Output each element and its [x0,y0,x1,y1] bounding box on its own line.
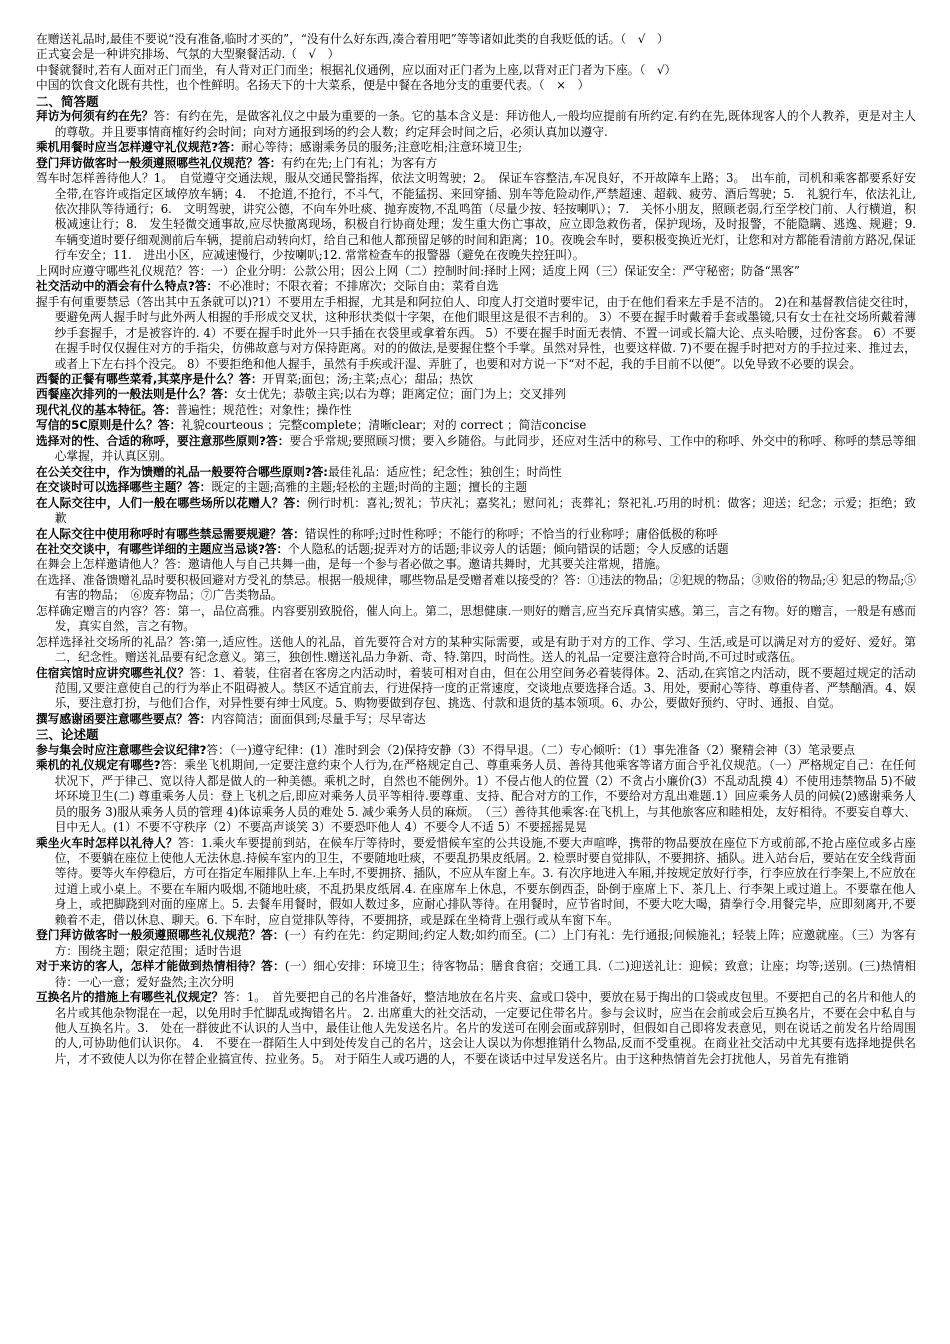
essay-item [36,758,916,835]
question: 乘机用餐时应当怎样遵守礼仪规范?答： [36,140,242,155]
question: 选择对的性、合适的称呼，要注意那些原则?答： [36,433,290,448]
question: 社交活动中的酒会有什么特点?答： [36,279,219,294]
question: 登门拜访做客时一般须遵照哪些礼仪规范？答： [36,928,285,943]
question: 西餐座次排列的一般法则是什么？答： [36,387,235,402]
qa-item [36,279,916,294]
qa-item [36,171,928,264]
question: 在交谈时可以选择哪些主题？答： [36,480,212,495]
qa-item [36,465,916,480]
answer: 礼貌courteous ；完整complete；清晰clear；对的 correct ；简洁concise [181,418,587,433]
qa-item [36,480,916,495]
qa-item [36,434,916,465]
question: 在公关交往中，作为馈赠的礼品一般要符合哪些原则?答: [36,464,328,479]
judge-item: 中国的饮食文化既有共性，也个性鲜明。名扬天下的十大菜系，便是中餐在各地分支的重要代表。（ × ） [36,78,590,93]
answer: 女士优先；恭敬主宾;以右为尊；距离定位；面门为上；交叉排列 [234,387,566,402]
question: 西餐的正餐有哪些菜肴,其菜序是什么？答： [36,371,263,386]
qa-item [36,527,916,542]
qa-item [36,712,916,727]
judge-item: 正式宴会是一种讲究排场、气氛的大型聚餐活动.（ √ ） [36,47,340,62]
essay-item [36,959,916,990]
judge-item: 中餐就餐时,若有人面对正门而坐，有人背对正门而坐；根据礼仪通例，应以面对正门者为上座,以背对正门者为下座。（ √） [36,62,677,77]
answer: 有约在先;上门有礼；为客有方 [281,155,438,170]
question: 在人际交往中使用称呼时有哪些禁忌需要规避？答： [36,526,305,541]
answer: 怎样选择社交场所的礼品？答:第一,适应性。送他人的礼品，首先要符合对方的某种实际需要，或是有助于对方的工作、学习、生活,或是可以满足对方的爱好、爱好。第二，纪念性。赠送礼品要有纪念意义。第三，独创性.赠送礼品力争新、奇、特.第四，时尚性。送人的礼品一定要注意符合时尚,不可过时或落伍。 [36,634,916,665]
qa-item [36,295,916,372]
question: 互换名片的措施上有哪些礼仪规定？ [36,990,224,1005]
essay-item [36,743,916,758]
answer: 在选择、准备馈赠礼品时要积极回避对方受礼的禁忌。根据一般规律，哪些物品是受赠者难以接受的？答：①违法的物品；②犯规的物品；③败俗的物品;④ 犯忌的物品;⑤ 有害的物品； ⑥废弃物品；⑦广告类物品。 [36,572,916,603]
answer: 要合乎常规;要照顾习惯；要入乡随俗。与此同步，还应对生活中的称号、工作中的称呼、外交中的称呼、称呼的禁忌等细心掌握，并认真区别。 [54,433,916,464]
qa-item [36,496,916,527]
qa-item [36,109,916,140]
answer: 怎样确定赠言的内容？答：第一，品位高雅。内容要别致脱俗，催人向上。第二，思想健康.一则好的赠言,应当充斥真情实感。第三，言之有物。好的赠言，一般是有感而发，真实自然，言之有物。 [36,603,916,634]
question: 撰写感谢函要注意哪些要点？答： [36,711,212,726]
answer: 错误性的称呼;过时性称呼；不能行的称呼；不恰当的行业称呼；庸俗低极的称呼 [304,526,718,541]
qa-item [36,635,916,666]
question: 参与集会时应注意哪些会议纪律? [36,742,207,757]
answer: (一）有约在先：约定期间;约定人数;如约而至。(二）上门有礼：先行通报;问候施礼；轻装上阵；应邀就座。（三）为客有方：围绕主题；限定范围；适时告退 [54,928,916,958]
qa-item [36,604,916,635]
question: 住宿宾馆时应讲究哪些礼仪？ [36,665,190,680]
answer: 个人隐私的话题;捉弄对方的话题;非议旁人的话题；倾向错误的话题；令人反感的话题 [288,541,729,556]
essay-item [36,928,916,959]
qa-item [36,387,916,402]
qa-item [36,557,916,572]
question: 乘坐火车时怎样以礼待人？ [36,835,178,850]
question: 写信的5C原则是什么？答： [36,418,182,433]
answer: 答：（一)遵守纪律：(1）准时到会（2)保持安静（3）不得早退。（二）专心倾听：（1）事先准备（2）聚精会神（3）笔录要点 [206,742,855,757]
answer: 上网时应遵守哪些礼仪规范？答：一）企业分明：公款公用；因公上网（二）控制时间:择时上网；适度上网（三）保证安全：严守秘密；防备“黑客” [36,263,800,278]
qa-item [36,264,916,279]
answer: 答：1。 首先要把自己的名片准备好，整洁地放在名片夹、盒或口袋中，要放在易于掏出的口袋或皮包里。不要把自己的名片和他人的名片或其他杂物混在一起，以免用时手忙脚乱或掏错名片。 2. 出席重大的社交活动，一定要记住带名片。参与会议时，应当在会前或会后互换名片，不要在会中私自与他人互换名片。3. 处在一群彼此不认识的人当中，最佳让他人先发送名片。名片的发送可在刚会面或辞别时，但假如自己即将发表意见，则在说话之前发名片给周围的人,可协助他们认识你。 4. 不要在一群陌生人中到处传发自己的名片，这会让人误以为你想推销什么物品,反而不受重视。在商业社交活动中尤其要有选择地提供名片，才不致使人以为你在替企业搞宣传、拉业务。5。 对于陌生人或巧遇的人，不要在谈话中过早发送名片。由于这种热情首先会打扰他人，另首先有推销 [54,990,916,1066]
answer: 答：有约在先，是做客礼仪之中最为重要的一条。它的基本含义是：拜访他人,一般均应提前有所约定.有约在先,既体现客人的个人教养，更是对主人的尊敬。并且要事情商榷好约会时间；向对方通报到场的约会人数；约定拜会时间之后，必须认真加以遵守. [54,109,916,139]
answer: (一）细心安排：环境卫生；待客物品；膳食食宿；交通工具.（二)迎送礼让：迎候；致意；让座；均等;送别。(三)热情相待：一心一意；爱好盎然;主次分明 [54,959,916,989]
section-heading-short-answer: 二、简答题 [36,93,99,109]
answer: 例行时机：喜礼;贺礼；节庆礼；嘉奖礼；慰问礼；丧葬礼；祭祀礼.巧用的时机：做客；迎送；纪念；示爱；拒绝；致歉 [54,495,916,526]
question: 在人际交往中，人们一般在哪些场所以花赠人？答： [36,495,308,510]
answer: 耐心等待；感谢乘务员的服务;注意吃相;注意环境卫生; [241,140,523,155]
answer: 普遍性；规范性；对象性；操作性 [176,402,352,417]
qa-item [36,542,916,557]
answer: 驾车时怎样善待他人？1。 自觉遵守交通法规，服从交通民警指挥，依法文明驾驶；2。 保证车容整洁,车况良好，不开故障车上路；3。 出车前，司机和乘客都要系好安全带,在容许或指定区域停放车辆；4. 不抢道,不抢行，不斗气，不能猛拐、来回穿插、别车等危险动作,严禁超速、超载、疲劳、酒后驾驶；5. 礼貌行车，依法礼让,依次排队等待通行；6. 文明驾驶，讲究公德，不向车外吐痰、抛弃废物,不乱鸣笛（尽量少按、轻按喇叭）；7. 关怀小朋友，照顾老弱,行至学校门前、人行横道，积极减速让行；8. 发生轻微交通事故,应尽快撤离现场，积极自行协商处理；发生重大伤亡事故，应立即急救伤者，保护现场，及时报警，不能隐瞒、逃逸、规避；9. 车辆变道时要仔细观测前后车辆，提前启动转向灯，给自己和他人都预留足够的时间和距离；10。夜晚会车时，要积极变换近光灯，让您和对方都能看清前方路况,保证行车安全；11. 进出小区，应减速慢行，少按喇叭;12. 常常检查车的报警器（避免在夜晚失控狂叫）。 [36,171,928,263]
qa-item [36,418,916,433]
answer: 最佳礼品：适应性；纪念性；独创生；时尚性 [327,464,562,479]
question: 拜访为何须有约在先？ [36,109,154,124]
qa-item [36,573,916,604]
qa-item [36,156,916,171]
section-heading-essay: 三、论述题 [36,727,99,743]
qa-item [36,140,916,155]
judge-item: 在赠送礼品时,最佳不要说“没有准备,临时才买的”，“没有什么好东西,凑合着用吧”等等诸如此类的自我贬低的话。（ √ ） [36,32,669,46]
answer: 答：乘坐飞机期间,一定要注意约束个人行为,在严格规定自己、尊重乘务人员、善待其他乘客等诸方面合乎礼仪规范。（一）严格规定自己：在任何状况下，严于律己、宽以待人都是做人的一种美德。乘机之时，自然也不能例外。1）不侵占他人的位置（2）不贪占小廉价(3）不乱动乱摸 4）不使用违禁物品 5)不破坏环境卫生(二) 尊重乘务人员：登上飞机之后,即应对乘务人员平等相待.要尊重、支持、配合对方的工作，不要给对方乱出难题.1）回应乘务人员的问候(2)感谢乘务人员的服务 3)服从乘务人员的管理 4)体谅乘务人员的难处 5. 减少乘务人员的麻烦。 （三）善待其他乘客:在飞机上，与其他旅客应和睦相处，友好相待。不要妄自尊大、目中无人。(1）不要不守秩序（2）不要高声谈笑 3）不要恐吓他人 4）不要令人不适 5）不要摇摇晃晃 [54,758,916,835]
answer: 内容简洁；面面俱到;尽量手写；尽早寄达 [211,711,426,726]
answer: 不必准时；不限衣着；不排席次；交际自由；菜肴自选 [218,279,499,294]
answer: 在舞会上怎样邀请他人？答：邀请他人与自己共舞一曲，是每一个参与者必做之事。邀请共舞时，尤其要关注常规，措施。 [36,557,668,572]
answer: 握手有何重要禁忌（答出其中五条就可以)?1）不要用左手相握，尤其是和阿拉伯人、印度人打交道时要牢记，由于在他们看来左手是不洁的。 2)在和基督教信徒交往时，要避免两人握手时与此外两人相握的手形成交叉状，这种形状类似十字架，在他们眼里这是很不吉利的。 3）不要在握手时戴着手套或墨镜,只有女士在社交场所戴着薄纱手套握手，才是被容许的. 4）不要在握手时此外一只手插在衣袋里或拿着东西。 5）不要在握手时面无表情、不置一词或长篇大论、点头哈腰，过份客套。 6）不要在握手时仅仅握住对方的手指尖，仿佛故意与对方保持距离。对的的做法,是要握住整个手掌。虽然对异性，也要这样做. 7)不要在握手时把对方的手拉过来、推过去，或者上下左右抖个没完。 8）不要拒绝和他人握手，虽然有手疾或汗湿、弄脏了，也要和对方说一下“对不起，我的手目前不以便”。以免导致不必要的误会。 [36,294,916,371]
question: 对于来访的客人，怎样才能做到热情相待？答： [36,959,285,974]
answer: 答：1、着装，住宿者在客房之内活动时，着装可相对自由，但在公用空间务必着装得体。2、活动,在宾馆之内活动，既不要超过规定的活动范围,又要注意使自己的行为举止不阻碍被人。禁区不适宜前去，行进保持一度的正常速度，交谈地点要选择合适。3、用处，要耐心等待、尊重侍者、严禁酗酒。4、娱乐，要注意打扮，与他们合作，对异性要有绅士风度。5、购物要做到存包、挑选、付款和退货的基本领项。6、办公，要做好预约、守时、通报、自觉。 [54,665,916,711]
qa-item [36,403,916,418]
answer: 答：1.乘火车要提前到站，在候车厅等待时，要爱惜候车室的公共设施,不要大声喧哗，携带的物品要放在座位下方或前部,不抢占座位或多占座位，不要躺在座位上使他人无法休息.持候车室内的卫生，不要随地吐痰，不要乱扔果皮纸屑。2. 检票时要自觉排队，不要拥挤、插队。进入站台后，要站在安全线背面等待。要等火车停稳后，方可在指定车厢排队上车.上车时,不要拥挤、插队，不应从车窗上车。3. 有次序地进入车厢,并按规定放好行李，行李应放在行李架上,不应放在过道上或小桌上。不要在车厢内吸烟,不随地吐痰，不乱扔果皮纸屑.4. 在座席车上休息，不要东倒西歪，卧倒于座席上下、茶几上、行李架上或过道上。不要靠在他人身上，或把脚跷到对面的座席上。5. 去餐车用餐时，假如人数过多，应耐心排队等待。在用餐时，应节省时间，不要大吃大喝，猜拳行令.用餐完毕，应即刻离开,不要赖着不走，借以休息、聊天。6. 下车时，应自觉排队等待，不要拥挤，或是踩在坐椅背上强行或从车窗下车。 [54,835,916,927]
answer: 既定的主题;高雅的主题;轻松的主题;时尚的主题；擅长的主题 [211,480,528,495]
question: 现代礼仪的基本特征。答： [36,402,177,417]
qa-item [36,372,916,387]
essay-item [36,990,916,1067]
question: 乘机的礼仪规定有哪些? [36,758,161,773]
qa-item [36,666,916,712]
question: 在社交交谈中，有哪些详细的主题应当忌谈?答： [36,541,289,556]
answer: 开胃菜;面包；汤;主菜;点心；甜品；热饮 [262,371,474,386]
essay-item [36,836,916,929]
question: 登门拜访做客时一般须遵照哪些礼仪规范？答： [36,155,282,170]
